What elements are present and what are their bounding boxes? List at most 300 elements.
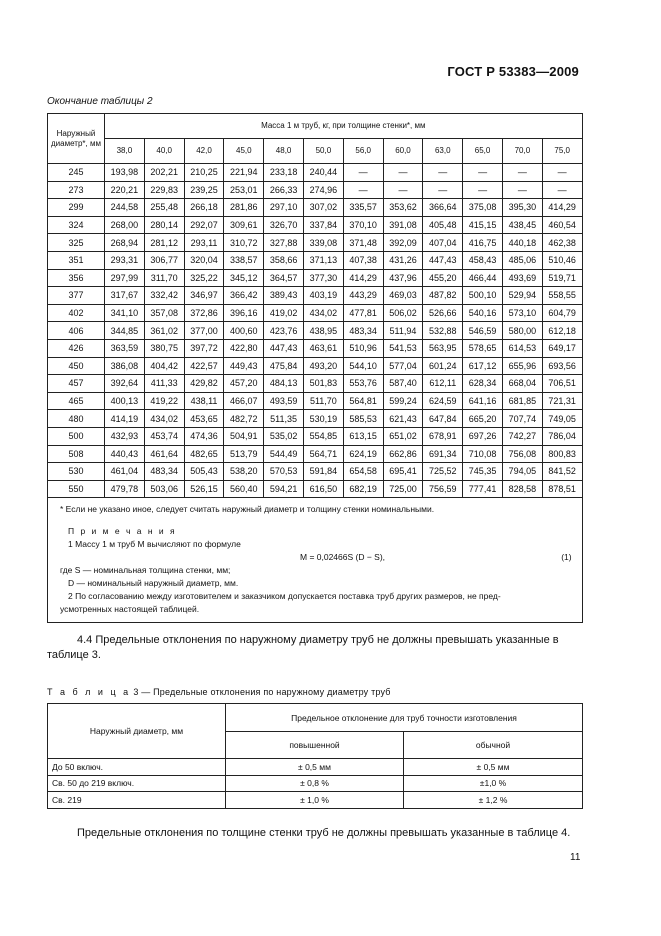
mass-cell: 519,71 bbox=[542, 269, 582, 287]
mass-cell: 532,88 bbox=[423, 322, 463, 340]
mass-cell: 651,02 bbox=[383, 427, 423, 445]
table-row bbox=[48, 216, 583, 234]
mass-cell: 682,19 bbox=[343, 480, 383, 498]
mass-cell: 544,10 bbox=[343, 357, 383, 375]
mass-cell: 665,20 bbox=[463, 410, 503, 428]
mass-cell: 612,18 bbox=[542, 322, 582, 340]
mass-cell: 570,53 bbox=[264, 463, 304, 481]
table-row bbox=[48, 375, 583, 393]
table-row bbox=[48, 304, 583, 322]
mass-cell: 372,86 bbox=[184, 304, 224, 322]
mass-cell: 477,81 bbox=[343, 304, 383, 322]
mass-cell: — bbox=[542, 164, 582, 182]
mass-cell: 415,15 bbox=[463, 216, 503, 234]
mass-cell: 493,59 bbox=[264, 392, 304, 410]
mass-cell: 641,16 bbox=[463, 392, 503, 410]
mass-cell: 466,44 bbox=[463, 269, 503, 287]
table-row bbox=[48, 339, 583, 357]
mass-cell: 463,61 bbox=[303, 339, 343, 357]
t3-group-header: Предельное отклонение для труб точности изготовления bbox=[226, 704, 583, 732]
diameter-cell: 324 bbox=[48, 216, 105, 234]
mass-cell: 253,01 bbox=[224, 181, 264, 199]
table3-caption-text: 3 — Предельные отклонения по наружному диаметру труб bbox=[133, 687, 391, 697]
mass-cell: 391,08 bbox=[383, 216, 423, 234]
table-row bbox=[48, 759, 583, 776]
mass-cell: 756,59 bbox=[423, 480, 463, 498]
mass-cell: 503,06 bbox=[144, 480, 184, 498]
mass-cell: 320,04 bbox=[184, 251, 224, 269]
mass-cell: 594,21 bbox=[264, 480, 304, 498]
table-row bbox=[48, 199, 583, 217]
mass-cell: 786,04 bbox=[542, 427, 582, 445]
mass-formula: M = 0,02466S (D − S), bbox=[300, 552, 386, 563]
mass-cell: 306,77 bbox=[144, 251, 184, 269]
diameter-cell: 480 bbox=[48, 410, 105, 428]
mass-cell: 345,12 bbox=[224, 269, 264, 287]
diameter-cell: 299 bbox=[48, 199, 105, 217]
mass-cell: 266,18 bbox=[184, 199, 224, 217]
table2-caption: Окончание таблицы 2 bbox=[47, 96, 153, 107]
table-row bbox=[48, 164, 583, 182]
mass-cell: 434,02 bbox=[144, 410, 184, 428]
mass-cell: 510,46 bbox=[542, 251, 582, 269]
mass-cell: 438,45 bbox=[502, 216, 542, 234]
mass-cell: 268,00 bbox=[105, 216, 145, 234]
mass-cell: 202,21 bbox=[144, 164, 184, 182]
diameter-range-cell: Св. 50 до 219 включ. bbox=[48, 775, 226, 792]
mass-cell: 431,26 bbox=[383, 251, 423, 269]
diameter-cell: 351 bbox=[48, 251, 105, 269]
mass-cell: 281,86 bbox=[224, 199, 264, 217]
mass-cell: 554,85 bbox=[303, 427, 343, 445]
mass-cell: 577,04 bbox=[383, 357, 423, 375]
tolerance-cell: ± 0,5 мм bbox=[226, 759, 404, 776]
mass-cell: 591,84 bbox=[303, 463, 343, 481]
mass-cell: 617,12 bbox=[463, 357, 503, 375]
diameter-cell: 426 bbox=[48, 339, 105, 357]
mass-cell: 585,53 bbox=[343, 410, 383, 428]
mass-cell: 400,13 bbox=[105, 392, 145, 410]
mass-cell: 614,53 bbox=[502, 339, 542, 357]
mass-cell: — bbox=[343, 164, 383, 182]
mass-cell: 338,57 bbox=[224, 251, 264, 269]
mass-cell: 510,96 bbox=[343, 339, 383, 357]
mass-cell: 297,99 bbox=[105, 269, 145, 287]
where-d: D — номинальный наружный диаметр, мм. bbox=[68, 578, 239, 589]
diameter-cell: 402 bbox=[48, 304, 105, 322]
formula-number: (1) bbox=[561, 552, 572, 563]
mass-table bbox=[47, 113, 583, 623]
mass-cell: 422,57 bbox=[184, 357, 224, 375]
mass-cell: 493,20 bbox=[303, 357, 343, 375]
mass-cell: — bbox=[423, 181, 463, 199]
mass-cell: 361,02 bbox=[144, 322, 184, 340]
mass-cell: 794,05 bbox=[502, 463, 542, 481]
tolerance-cell: ± 0,8 % bbox=[226, 775, 404, 792]
document-id: ГОСТ Р 53383—2009 bbox=[447, 64, 579, 79]
thickness-header: 48,0 bbox=[264, 139, 304, 164]
mass-cell: 749,05 bbox=[542, 410, 582, 428]
mass-cell: 616,50 bbox=[303, 480, 343, 498]
mass-cell: 460,54 bbox=[542, 216, 582, 234]
mass-cell: — bbox=[383, 164, 423, 182]
mass-cell: 358,66 bbox=[264, 251, 304, 269]
table-row bbox=[48, 392, 583, 410]
mass-cell: 466,07 bbox=[224, 392, 264, 410]
mass-cell: 564,81 bbox=[343, 392, 383, 410]
mass-cell: 721,31 bbox=[542, 392, 582, 410]
mass-cell: 777,41 bbox=[463, 480, 503, 498]
mass-cell: 407,04 bbox=[423, 234, 463, 252]
mass-cell: — bbox=[343, 181, 383, 199]
mass-cell: 244,58 bbox=[105, 199, 145, 217]
mass-cell: 469,03 bbox=[383, 287, 423, 305]
mass-cell: 210,25 bbox=[184, 164, 224, 182]
mass-cell: 437,96 bbox=[383, 269, 423, 287]
notes-title: П р и м е ч а н и я bbox=[68, 526, 177, 537]
table-row bbox=[48, 480, 583, 498]
mass-cell: 745,35 bbox=[463, 463, 503, 481]
mass-cell: 505,43 bbox=[184, 463, 224, 481]
mass-cell: 293,11 bbox=[184, 234, 224, 252]
mass-cell: 707,74 bbox=[502, 410, 542, 428]
mass-cell: 233,18 bbox=[264, 164, 304, 182]
mass-cell: 297,10 bbox=[264, 199, 304, 217]
table-row bbox=[48, 287, 583, 305]
mass-cell: 449,43 bbox=[224, 357, 264, 375]
mass-cell: 443,29 bbox=[343, 287, 383, 305]
mass-cell: 337,84 bbox=[303, 216, 343, 234]
table3-caption bbox=[47, 687, 391, 697]
mass-cell: 310,72 bbox=[224, 234, 264, 252]
mass-cell: 346,97 bbox=[184, 287, 224, 305]
table-row bbox=[48, 269, 583, 287]
mass-cell: 506,02 bbox=[383, 304, 423, 322]
table-row bbox=[48, 234, 583, 252]
thickness-header: 65,0 bbox=[463, 139, 503, 164]
mass-cell: — bbox=[383, 181, 423, 199]
col-header-mass: Масса 1 м труб, кг, при толщине стенки*, мм bbox=[105, 114, 583, 139]
mass-cell: 239,25 bbox=[184, 181, 224, 199]
mass-cell: 370,10 bbox=[343, 216, 383, 234]
mass-cell: 697,26 bbox=[463, 427, 503, 445]
mass-cell: 462,38 bbox=[542, 234, 582, 252]
mass-cell: 621,43 bbox=[383, 410, 423, 428]
t3-sub-header-high: повышенной bbox=[226, 732, 404, 759]
tolerance-cell: ± 1,2 % bbox=[404, 792, 583, 809]
tolerance-cell: ± 0,5 мм bbox=[404, 759, 583, 776]
mass-cell: 341,10 bbox=[105, 304, 145, 322]
mass-cell: 434,02 bbox=[303, 304, 343, 322]
diameter-cell: 465 bbox=[48, 392, 105, 410]
mass-cell: 601,24 bbox=[423, 357, 463, 375]
mass-cell: 364,57 bbox=[264, 269, 304, 287]
mass-cell: 366,64 bbox=[423, 199, 463, 217]
thickness-header: 63,0 bbox=[423, 139, 463, 164]
mass-cell: 458,43 bbox=[463, 251, 503, 269]
thickness-header: 75,0 bbox=[542, 139, 582, 164]
mass-cell: 482,72 bbox=[224, 410, 264, 428]
mass-cell: 325,22 bbox=[184, 269, 224, 287]
mass-cell: 800,83 bbox=[542, 445, 582, 463]
mass-cell: 484,13 bbox=[264, 375, 304, 393]
thickness-header: 70,0 bbox=[502, 139, 542, 164]
mass-cell: 309,61 bbox=[224, 216, 264, 234]
table-row bbox=[48, 410, 583, 428]
mass-cell: 511,35 bbox=[264, 410, 304, 428]
mass-cell: 681,85 bbox=[502, 392, 542, 410]
mass-cell: 440,43 bbox=[105, 445, 145, 463]
mass-cell: 447,43 bbox=[423, 251, 463, 269]
mass-cell: 281,12 bbox=[144, 234, 184, 252]
thickness-header: 40,0 bbox=[144, 139, 184, 164]
mass-cell: 691,34 bbox=[423, 445, 463, 463]
page-number: 11 bbox=[570, 852, 581, 863]
mass-cell: 493,69 bbox=[502, 269, 542, 287]
mass-cell: 878,51 bbox=[542, 480, 582, 498]
mass-cell: 538,20 bbox=[224, 463, 264, 481]
table-row bbox=[48, 181, 583, 199]
mass-cell: 553,76 bbox=[343, 375, 383, 393]
note-2-line1: 2 По согласованию между изготовителем и заказчиком допускается поставка труб других размеров, не пред- bbox=[68, 591, 501, 602]
mass-cell: 513,79 bbox=[224, 445, 264, 463]
mass-cell: 573,10 bbox=[502, 304, 542, 322]
where-s: где S — номинальная толщина стенки, мм; bbox=[60, 565, 231, 576]
mass-cell: 307,02 bbox=[303, 199, 343, 217]
mass-cell: 474,36 bbox=[184, 427, 224, 445]
mass-cell: 693,56 bbox=[542, 357, 582, 375]
mass-cell: 540,16 bbox=[463, 304, 503, 322]
mass-cell: 624,19 bbox=[343, 445, 383, 463]
mass-cell: 529,94 bbox=[502, 287, 542, 305]
table2-footer bbox=[48, 498, 583, 623]
mass-cell: 483,34 bbox=[144, 463, 184, 481]
mass-cell: 353,62 bbox=[383, 199, 423, 217]
mass-cell: 655,96 bbox=[502, 357, 542, 375]
paragraph-4-4: 4.4 Предельные отклонения по наружному диаметру труб не должны превышать указанные в таблице 3. bbox=[47, 634, 559, 661]
mass-cell: 326,70 bbox=[264, 216, 304, 234]
mass-cell: 414,19 bbox=[105, 410, 145, 428]
mass-cell: 482,65 bbox=[184, 445, 224, 463]
mass-cell: 404,42 bbox=[144, 357, 184, 375]
mass-cell: 229,83 bbox=[144, 181, 184, 199]
mass-cell: 501,83 bbox=[303, 375, 343, 393]
mass-cell: 654,58 bbox=[343, 463, 383, 481]
mass-cell: 453,74 bbox=[144, 427, 184, 445]
mass-cell: 841,52 bbox=[542, 463, 582, 481]
mass-cell: 366,42 bbox=[224, 287, 264, 305]
diameter-cell: 457 bbox=[48, 375, 105, 393]
mass-cell: 662,86 bbox=[383, 445, 423, 463]
mass-cell: 344,85 bbox=[105, 322, 145, 340]
mass-cell: 487,82 bbox=[423, 287, 463, 305]
mass-cell: 546,59 bbox=[463, 322, 503, 340]
mass-cell: 432,93 bbox=[105, 427, 145, 445]
mass-cell: 535,02 bbox=[264, 427, 304, 445]
mass-cell: 725,00 bbox=[383, 480, 423, 498]
mass-cell: 530,19 bbox=[303, 410, 343, 428]
mass-cell: 564,71 bbox=[303, 445, 343, 463]
mass-cell: 380,75 bbox=[144, 339, 184, 357]
mass-cell: 710,08 bbox=[463, 445, 503, 463]
mass-cell: 377,00 bbox=[184, 322, 224, 340]
mass-cell: 483,34 bbox=[343, 322, 383, 340]
mass-cell: 375,08 bbox=[463, 199, 503, 217]
mass-cell: 438,11 bbox=[184, 392, 224, 410]
mass-cell: 317,67 bbox=[105, 287, 145, 305]
table-row bbox=[48, 463, 583, 481]
mass-cell: 678,91 bbox=[423, 427, 463, 445]
t3-sub-header-normal: обычной bbox=[404, 732, 583, 759]
mass-cell: 742,27 bbox=[502, 427, 542, 445]
diameter-cell: 450 bbox=[48, 357, 105, 375]
diameter-cell: 530 bbox=[48, 463, 105, 481]
tolerance-cell: ± 1,0 % bbox=[226, 792, 404, 809]
mass-cell: 461,04 bbox=[105, 463, 145, 481]
mass-cell: 457,20 bbox=[224, 375, 264, 393]
mass-cell: — bbox=[463, 181, 503, 199]
mass-cell: 411,33 bbox=[144, 375, 184, 393]
mass-cell: 438,95 bbox=[303, 322, 343, 340]
mass-cell: 440,18 bbox=[502, 234, 542, 252]
diameter-cell: 273 bbox=[48, 181, 105, 199]
thickness-header: 50,0 bbox=[303, 139, 343, 164]
footnote: * Если не указано иное, следует считать наружный диаметр и толщину стенки номинальными. bbox=[60, 504, 435, 515]
mass-cell: 578,65 bbox=[463, 339, 503, 357]
mass-cell: 357,08 bbox=[144, 304, 184, 322]
mass-cell: 407,38 bbox=[343, 251, 383, 269]
thickness-header: 45,0 bbox=[224, 139, 264, 164]
mass-cell: 335,57 bbox=[343, 199, 383, 217]
mass-cell: 405,48 bbox=[423, 216, 463, 234]
thickness-header: 60,0 bbox=[383, 139, 423, 164]
mass-cell: 668,04 bbox=[502, 375, 542, 393]
mass-cell: 396,16 bbox=[224, 304, 264, 322]
diameter-cell: 508 bbox=[48, 445, 105, 463]
tolerance-table bbox=[47, 703, 583, 809]
mass-cell: 389,43 bbox=[264, 287, 304, 305]
mass-cell: 274,96 bbox=[303, 181, 343, 199]
mass-cell: 377,30 bbox=[303, 269, 343, 287]
diameter-cell: 500 bbox=[48, 427, 105, 445]
mass-cell: 479,78 bbox=[105, 480, 145, 498]
mass-cell: 475,84 bbox=[264, 357, 304, 375]
paragraph-final: Предельные отклонения по толщине стенки труб не должны превышать указанные в таблице 4. bbox=[77, 827, 571, 839]
mass-cell: 504,91 bbox=[224, 427, 264, 445]
mass-cell: 560,40 bbox=[224, 480, 264, 498]
mass-cell: 695,41 bbox=[383, 463, 423, 481]
thickness-header: 42,0 bbox=[184, 139, 224, 164]
mass-cell: — bbox=[502, 181, 542, 199]
t3-col-header-diameter: Наружный диаметр, мм bbox=[48, 704, 226, 759]
mass-cell: 240,44 bbox=[303, 164, 343, 182]
mass-cell: 255,48 bbox=[144, 199, 184, 217]
table-row bbox=[48, 251, 583, 269]
note-2-line2: усмотренных настоящей таблицей. bbox=[60, 604, 200, 615]
mass-cell: 649,17 bbox=[542, 339, 582, 357]
mass-cell: 419,22 bbox=[144, 392, 184, 410]
mass-cell: — bbox=[502, 164, 542, 182]
mass-cell: 580,00 bbox=[502, 322, 542, 340]
mass-cell: 193,98 bbox=[105, 164, 145, 182]
mass-cell: 397,72 bbox=[184, 339, 224, 357]
table-row bbox=[48, 445, 583, 463]
mass-cell: 392,09 bbox=[383, 234, 423, 252]
mass-cell: 266,33 bbox=[264, 181, 304, 199]
table3-caption-label: Т а б л и ц а bbox=[47, 687, 131, 697]
mass-cell: 647,84 bbox=[423, 410, 463, 428]
mass-cell: 599,24 bbox=[383, 392, 423, 410]
mass-cell: 526,66 bbox=[423, 304, 463, 322]
mass-cell: 706,51 bbox=[542, 375, 582, 393]
mass-cell: 587,40 bbox=[383, 375, 423, 393]
mass-cell: 612,11 bbox=[423, 375, 463, 393]
mass-cell: 563,95 bbox=[423, 339, 463, 357]
tolerance-cell: ±1,0 % bbox=[404, 775, 583, 792]
mass-cell: 332,42 bbox=[144, 287, 184, 305]
mass-cell: 280,14 bbox=[144, 216, 184, 234]
mass-cell: 756,08 bbox=[502, 445, 542, 463]
table-row bbox=[48, 427, 583, 445]
mass-cell: 461,64 bbox=[144, 445, 184, 463]
col-header-diameter: Наружный диаметр*, мм bbox=[48, 114, 105, 164]
mass-cell: 221,94 bbox=[224, 164, 264, 182]
mass-cell: 624,59 bbox=[423, 392, 463, 410]
mass-cell: — bbox=[542, 181, 582, 199]
mass-cell: 422,80 bbox=[224, 339, 264, 357]
table-row bbox=[48, 792, 583, 809]
mass-cell: 725,52 bbox=[423, 463, 463, 481]
table-row bbox=[48, 322, 583, 340]
thickness-header: 38,0 bbox=[105, 139, 145, 164]
mass-cell: 558,55 bbox=[542, 287, 582, 305]
mass-cell: — bbox=[423, 164, 463, 182]
mass-cell: 386,08 bbox=[105, 357, 145, 375]
mass-cell: 311,70 bbox=[144, 269, 184, 287]
mass-cell: 485,06 bbox=[502, 251, 542, 269]
mass-cell: 293,31 bbox=[105, 251, 145, 269]
mass-cell: 526,15 bbox=[184, 480, 224, 498]
mass-cell: 429,82 bbox=[184, 375, 224, 393]
mass-cell: 453,65 bbox=[184, 410, 224, 428]
mass-cell: 628,34 bbox=[463, 375, 503, 393]
mass-cell: 400,60 bbox=[224, 322, 264, 340]
mass-cell: 541,53 bbox=[383, 339, 423, 357]
mass-cell: 500,10 bbox=[463, 287, 503, 305]
mass-cell: 447,43 bbox=[264, 339, 304, 357]
mass-cell: 416,75 bbox=[463, 234, 503, 252]
mass-cell: 371,13 bbox=[303, 251, 343, 269]
note-1: 1 Массу 1 м труб M вычисляют по формуле bbox=[68, 539, 241, 550]
mass-cell: 423,76 bbox=[264, 322, 304, 340]
mass-cell: 363,59 bbox=[105, 339, 145, 357]
mass-cell: 392,64 bbox=[105, 375, 145, 393]
mass-cell: — bbox=[463, 164, 503, 182]
mass-cell: 403,19 bbox=[303, 287, 343, 305]
mass-cell: 220,21 bbox=[105, 181, 145, 199]
diameter-cell: 245 bbox=[48, 164, 105, 182]
mass-cell: 419,02 bbox=[264, 304, 304, 322]
diameter-cell: 377 bbox=[48, 287, 105, 305]
mass-cell: 268,94 bbox=[105, 234, 145, 252]
table-row bbox=[48, 357, 583, 375]
mass-cell: 455,20 bbox=[423, 269, 463, 287]
mass-cell: 371,48 bbox=[343, 234, 383, 252]
mass-cell: 414,29 bbox=[343, 269, 383, 287]
mass-cell: 292,07 bbox=[184, 216, 224, 234]
mass-cell: 604,79 bbox=[542, 304, 582, 322]
mass-cell: 327,88 bbox=[264, 234, 304, 252]
